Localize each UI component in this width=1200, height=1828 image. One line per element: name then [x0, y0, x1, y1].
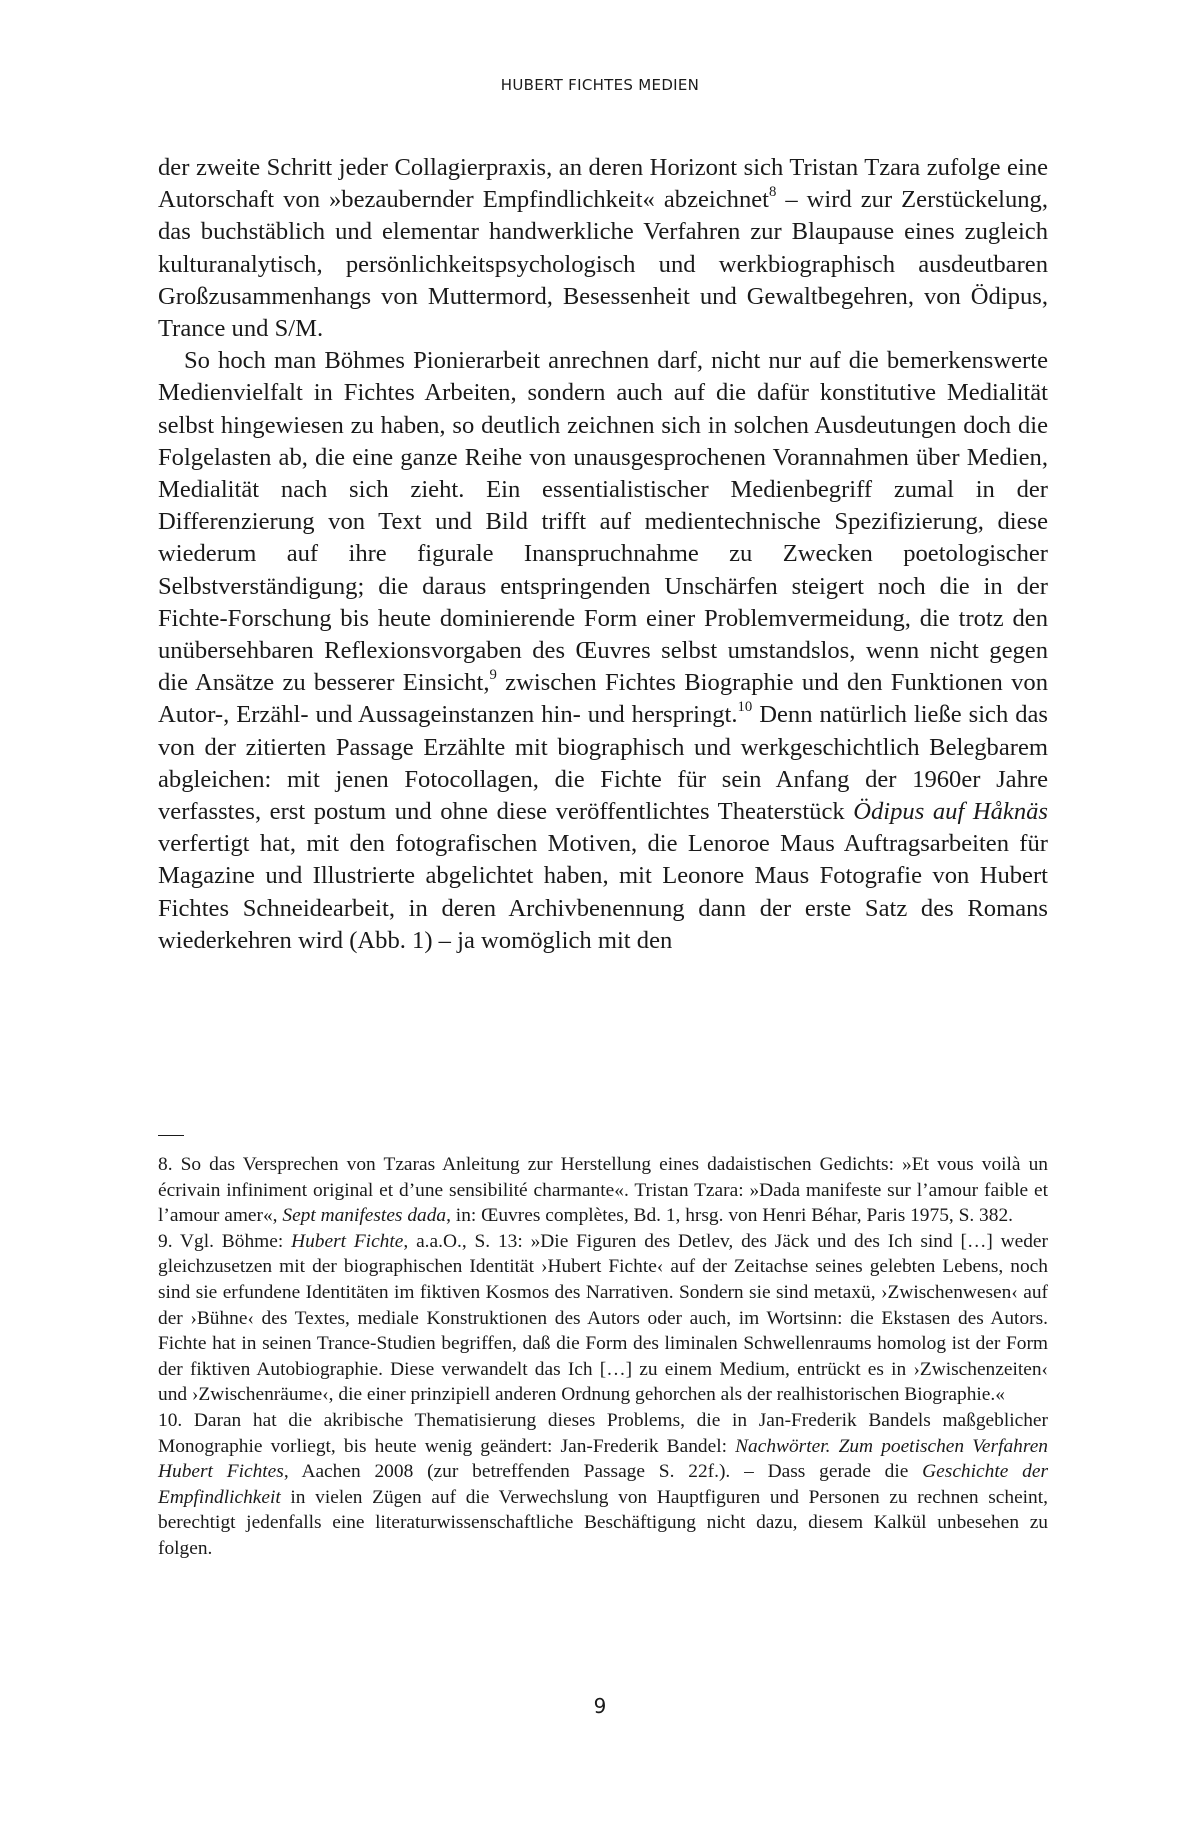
footnote-8-italic: Sept manifestes dada — [282, 1205, 447, 1227]
footnote-rule — [158, 1135, 184, 1136]
paragraph-2-text-a: So hoch man Böhmes Pionierarbeit anrechnen darf, nicht nur auf die bemerkenswerte Medienvielfalt in Fichtes Arbeiten, sondern auch auf die dafür konstitutive Medialität selbst hingewiesen zu haben, so deutlich zeichnen sich in solchen Ausdeutungen doch die Folgelasten ab, die eine ganze Reihe von unausgesprochenen Vorannahmen über Medien, Medialität nach sich zieht. Ein essentialistischer Medienbegriff zumal in der Differenzierung von Text und Bild trifft auf medientechnische Spezifizierung, diese wiederum auf ihre figurale Inanspruchnahme zu Zwecken poetologischer Selbstverständigung; die daraus entspringenden Unschärfen steigert noch die in der Fichte-Forschung bis heute dominierende Form einer Problemvermeidung, die trotz den unübersehbaren Reflexionsvorgaben des Œuvres selbst umstandslos, wenn nicht gegen die Ansätze zu besserer Einsicht, — [158, 347, 1048, 697]
footnote-8-text-a: 8. So das Versprechen von Tzaras Anleitung zur Herstellung eines dadaistischen Gedichts: »Et vous voilà un écrivain infiniment original et d’une sensibilité charmante«. Tristan Tzara: »Dada manifeste sur l’amour faible et l’amour amer«, — [158, 1154, 1048, 1227]
paragraph-2-text-d: verfertigt hat, mit den fotografischen Motiven, die Lenoroe Maus Auftragsarbeiten für Magazine und Illustrierte abgelichtet haben, mit Leonore Maus Fotografie von Hubert Fichtes Schneidearbeit, in deren Archivbenennung dann der erste Satz des Romans wiederkehren wird (Abb. 1) – ja womöglich mit den — [158, 830, 1048, 954]
paragraph-1-text-a: der zweite Schritt jeder Collagierpraxis, an deren Horizont sich Tristan Tzara zufolge eine Autorschaft von »bezaubernder Empfindlichkeit« abzeichnet — [158, 154, 1048, 214]
footnote-9-text-b: , a.a.O., S. 13: »Die Figuren des Detlev, des Jäck und des Ich sind […] weder gleichzusetzen mit der biographischen Identität ›Hubert Fichte‹ auf der Zeitachse seines gelebten Lebens, noch sind sie erfundene Identitäten im fiktiven Kosmos des Narrativen. Sondern sie sind metaxü, ›Zwischenwesen‹ auf der ›Bühne‹ des Textes, mediale Konstruktionen des Autors oder auch, im Wortsinn: die Ekstasen des Autors. Fichte hat in seinen Trance-Studien begriffen, daß die Form des liminalen Schwellenraums homolog ist der Form der fiktiven Autobiographie. Diese verwandelt das Ich […] zu einem Medium, entrückt es in ›Zwischenzeiten‹ und ›Zwischenräume‹, die einer prinzipiell anderen Ordnung gehorchen als der realhistorischen Biographie.« — [158, 1230, 1048, 1406]
footnote-10-italic-b: Geschichte der Empfindlichkeit — [158, 1461, 1048, 1508]
footnote-9 — [158, 1229, 1048, 1408]
footnote-10 — [158, 1408, 1048, 1562]
paragraph-2 — [158, 345, 1048, 957]
body-text — [158, 152, 1048, 957]
footnote-10-italic-a: Nachwörter. Zum poetischen Verfahren Hubert Fichtes — [158, 1435, 1048, 1483]
footnote-ref-10: 10 — [737, 699, 753, 716]
footnote-8 — [158, 1152, 1048, 1229]
footnote-10-text-b: , Aachen 2008 (zur betreffenden Passage S. 22f.). – Dass gerade die — [283, 1461, 923, 1483]
paragraph-2-text-c: Denn natürlich ließe sich das von der zitierten Passage Erzählte mit biographisch und werkgeschichtlich Belegbarem abgleichen: mit jenen Fotocollagen, die Fichte für sein Anfang der 1960er Jahre verfasstes, erst postum und ohne diese veröffentlichtes Theaterstück — [158, 701, 1049, 826]
footnote-ref-9: 9 — [489, 667, 497, 684]
paragraph-1-text-b: – wird zur Zerstückelung, das buchstäblich und elementar handwerkliche Verfahren zur Blaupause eines zugleich kulturanalytisch, persönlichkeitspsychologisch und werkbiographisch ausdeutbaren Großzusammenhangs von Muttermord, Besessenheit und Gewaltbegehren, von Ödipus, Trance und S/M. — [158, 186, 1048, 343]
footnote-8-text-b: , in: Œuvres complètes, Bd. 1, hrsg. von Henri Béhar, Paris 1975, S. 382. — [446, 1205, 1013, 1227]
page-number: 9 — [593, 1694, 607, 1718]
work-title: Ödipus auf Håknäs — [853, 798, 1048, 826]
running-head: HUBERT FICHTES MEDIEN — [500, 76, 700, 94]
footnote-9-text-a: 9. Vgl. Böhme: — [158, 1230, 292, 1252]
footnote-10-text-c: in vielen Zügen auf die Verwechslung von Hauptfiguren und Personen zu rechnen scheint, berechtigt jedenfalls eine literaturwissenschaftliche Beschäftigung nicht dazu, diesem Kalkül unbesehen zu folgen. — [158, 1486, 1048, 1559]
paragraph-2-text-b: zwischen Fichtes Biographie und den Funktionen von Autor-, Erzähl- und Aussageinstanzen hin- und herspringt. — [158, 669, 1048, 729]
paragraph-1 — [158, 152, 1048, 345]
footnotes — [158, 1152, 1048, 1562]
footnote-ref-8: 8 — [769, 184, 777, 201]
footnote-10-text-a: 10. Daran hat die akribische Thematisierung dieses Problems, die in Jan-Frederik Bandels maßgeblicher Monographie vorliegt, bis heute wenig geändert: Jan-Frederik Bandel: — [158, 1409, 1048, 1457]
footnote-9-italic: Hubert Fichte — [291, 1230, 404, 1252]
